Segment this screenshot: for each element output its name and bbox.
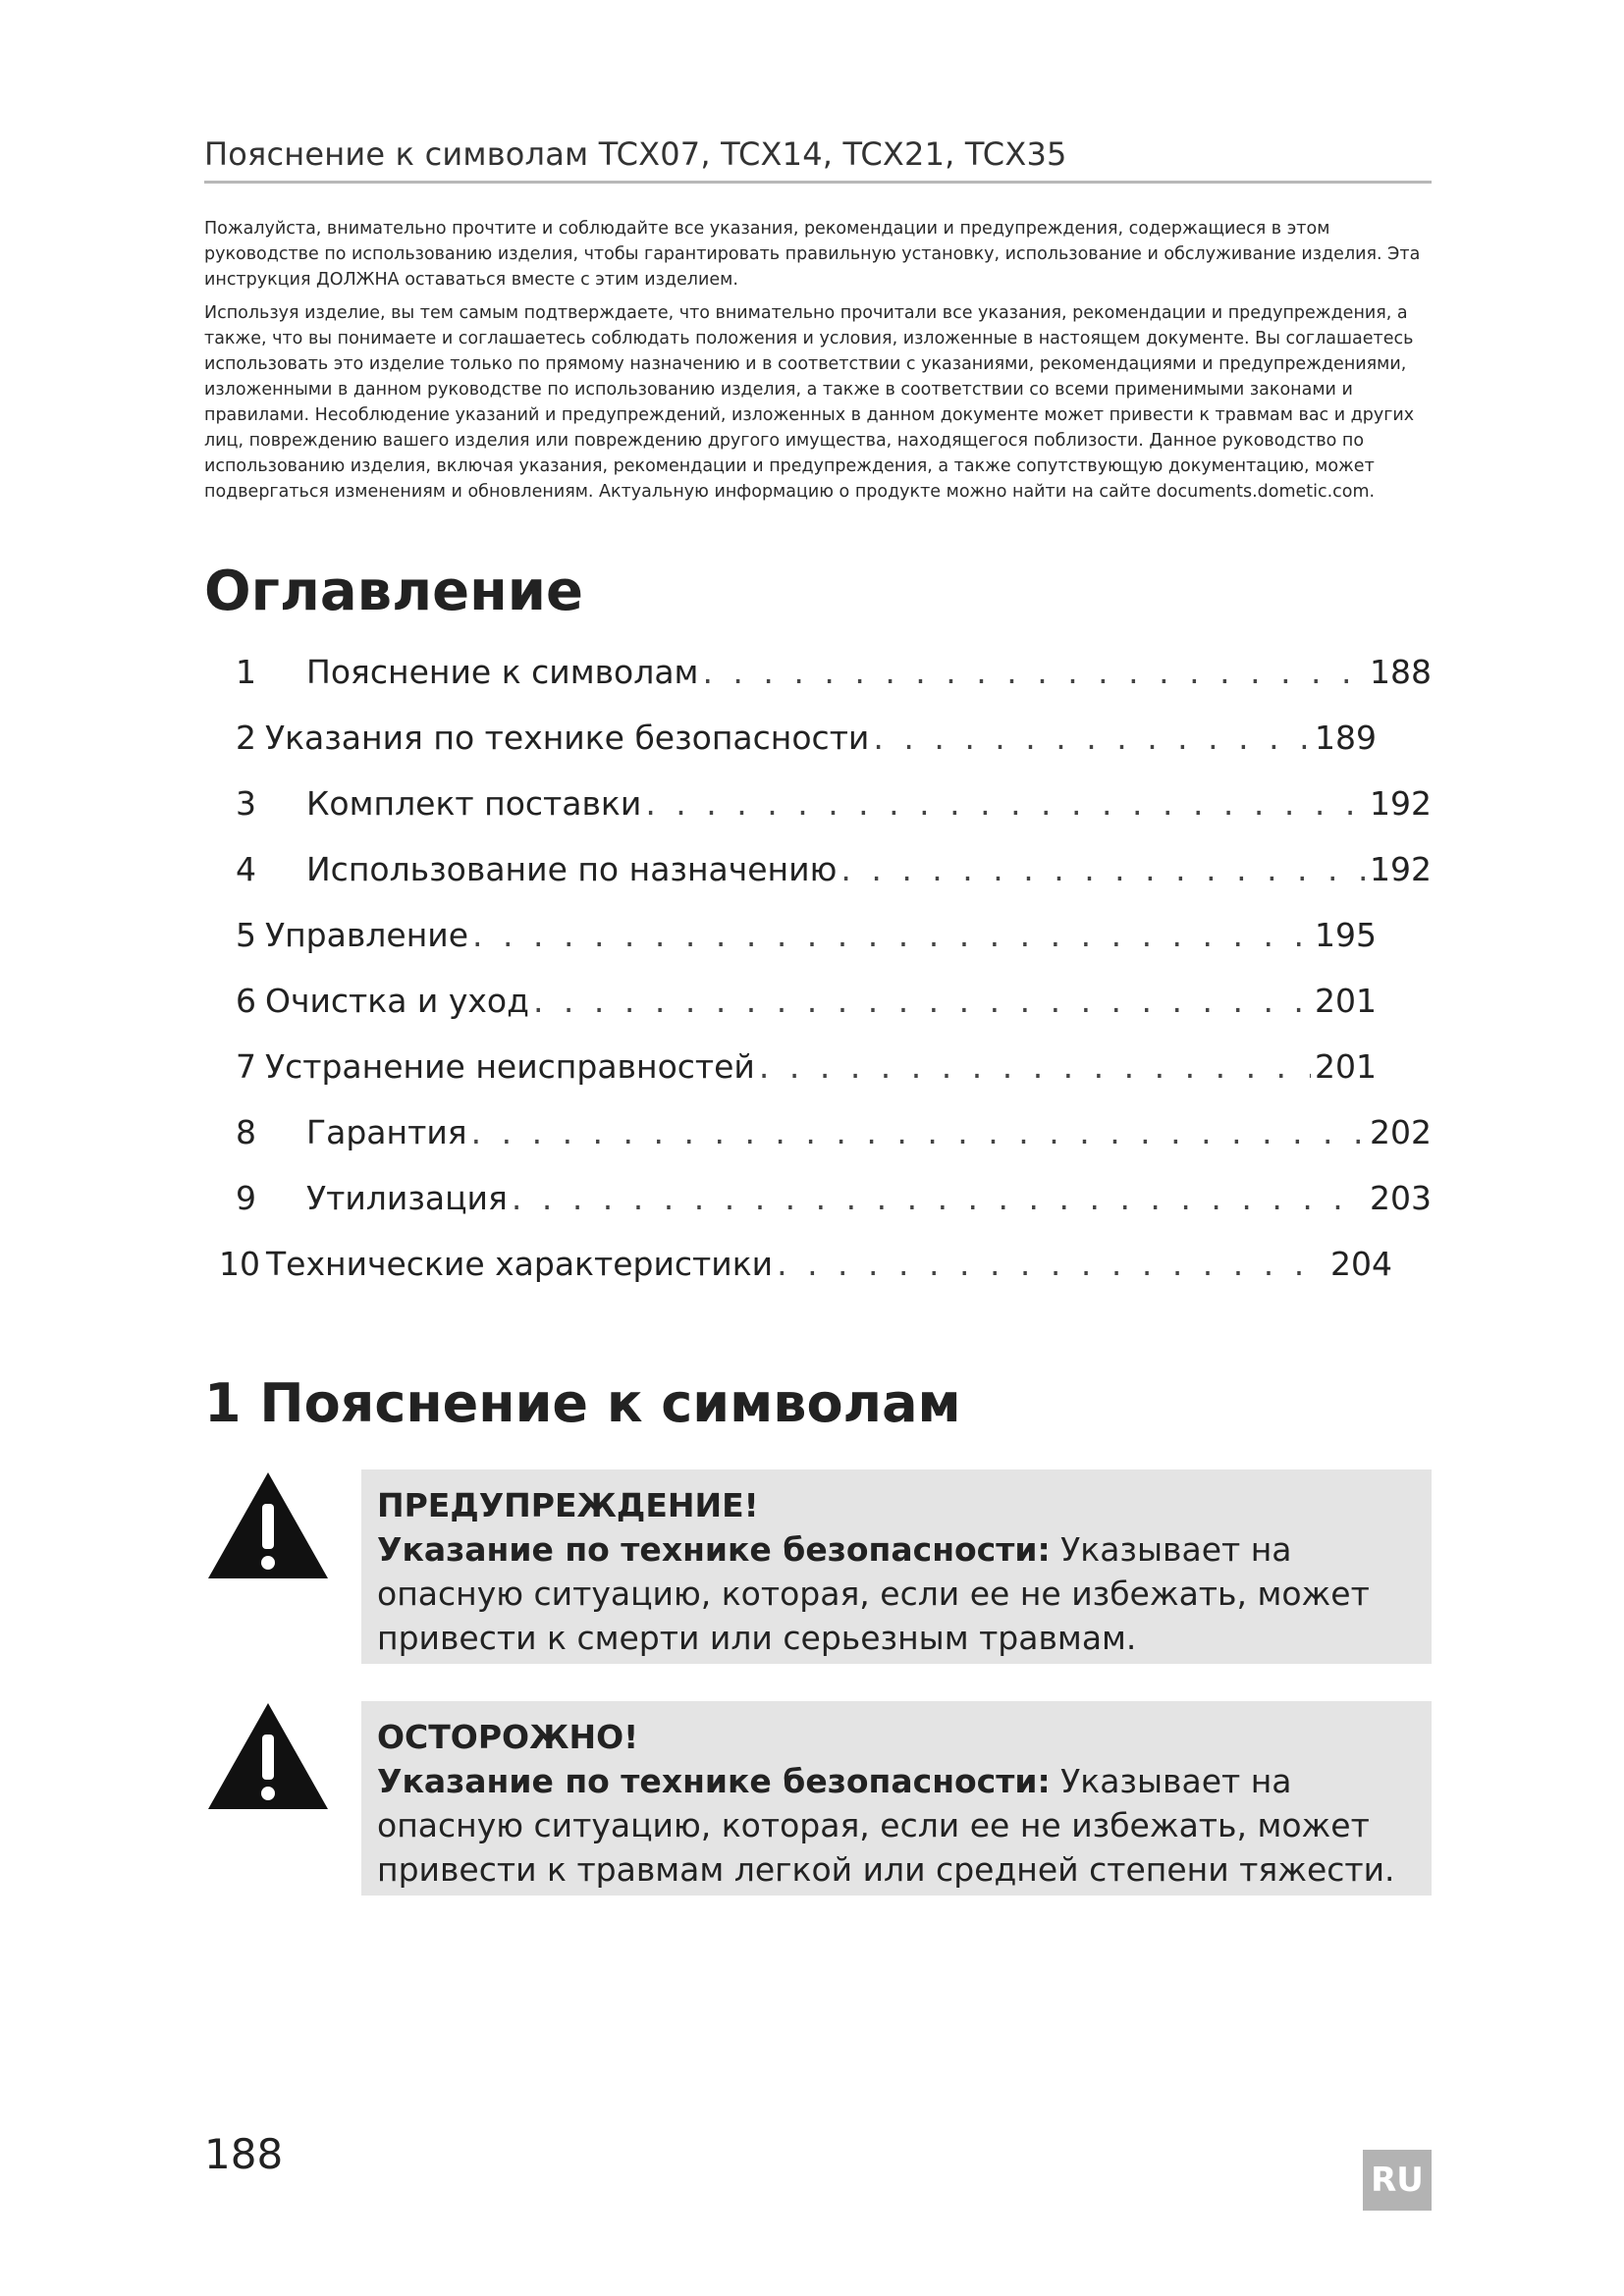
toc-entry[interactable] [236, 1047, 1377, 1096]
toc-entry-page: 192 [1370, 850, 1432, 888]
toc-heading: Оглавление [204, 560, 584, 623]
toc-entry-page: 189 [1315, 719, 1377, 757]
toc-entry[interactable] [236, 1113, 1432, 1162]
warning-triangle-icon [204, 1468, 332, 1582]
toc-entry-page: 195 [1315, 916, 1377, 954]
toc-entry-title: Пояснение к символам [306, 653, 699, 691]
page-number: 188 [204, 2130, 284, 2178]
note-label: ОСТОРОЖНО! [377, 1718, 639, 1756]
toc-leader-dots [873, 719, 1311, 757]
toc-entry-number: 7 [236, 1047, 256, 1086]
toc-entry[interactable] [236, 916, 1377, 965]
toc-entry[interactable] [236, 1179, 1432, 1228]
toc-entry-page: 203 [1370, 1179, 1432, 1217]
note-lead: Указание по технике безопасности: [377, 1762, 1051, 1800]
manual-page [204, 0, 1432, 2296]
section-heading: 1 Пояснение к символам [204, 1372, 961, 1434]
toc-entry-title: Комплект поставки [306, 784, 642, 823]
toc-entry-page: 201 [1315, 982, 1377, 1020]
toc-leader-dots [840, 850, 1366, 888]
caution-note [361, 1701, 1432, 1896]
note-text: Указывает на опасную ситуацию, которая, если ее не избежать, может привести к травмам легкой или средней степени тяжести. [377, 1762, 1395, 1889]
toc-leader-dots [471, 1113, 1366, 1151]
toc-entry[interactable] [236, 719, 1377, 768]
running-header: Пояснение к символам TCX07, TCX14, TCX21, TCX35 [204, 135, 1432, 184]
note-text: Указывает на опасную ситуацию, которая, если ее не избежать, может привести к смерти или серьезным травмам. [377, 1530, 1370, 1657]
toc-entry-title: Управление [265, 916, 469, 954]
toc-entry[interactable] [236, 784, 1432, 833]
toc-entry[interactable] [236, 653, 1432, 702]
toc-entry[interactable] [236, 850, 1432, 899]
toc-entry-number: 3 [236, 784, 256, 823]
warning-triangle-icon [204, 1699, 332, 1813]
toc-entry-number: 5 [236, 916, 256, 954]
warning-note [361, 1469, 1432, 1664]
intro-text [204, 216, 1432, 512]
toc-leader-dots [472, 916, 1311, 954]
note-lead: Указание по технике безопасности: [377, 1530, 1051, 1569]
toc-entry[interactable] [236, 982, 1377, 1031]
toc-leader-dots [645, 784, 1366, 823]
toc-entry-page: 202 [1370, 1113, 1432, 1151]
toc-entry-title: Указания по технике безопасности [265, 719, 870, 757]
toc-entry-title: Использование по назначению [306, 850, 838, 888]
toc-leader-dots [759, 1047, 1311, 1086]
toc-entry-number: 6 [236, 982, 256, 1020]
toc-entry-number: 8 [236, 1113, 256, 1151]
note-label: ПРЕДУПРЕЖДЕНИЕ! [377, 1486, 759, 1524]
toc-leader-dots [702, 653, 1366, 691]
toc-entry-page: 192 [1370, 784, 1432, 823]
toc-entry[interactable] [219, 1245, 1392, 1294]
language-badge: RU [1363, 2150, 1432, 2211]
toc-leader-dots [533, 982, 1311, 1020]
toc-entry-page: 204 [1330, 1245, 1392, 1283]
toc-leader-dots [512, 1179, 1366, 1217]
toc-entry-title: Утилизация [306, 1179, 508, 1217]
toc-entry-title: Очистка и уход [265, 982, 529, 1020]
toc-entry-number: 1 [236, 653, 256, 691]
toc-entry-page: 201 [1315, 1047, 1377, 1086]
toc-entry-number: 2 [236, 719, 256, 757]
intro-paragraph-1: Пожалуйста, внимательно прочтите и соблюдайте все указания, рекомендации и предупреждения, содержащиеся в этом руководстве по использованию изделия, чтобы гарантировать правильную установку, использование и обслуживание изделия. Эта инструкция ДОЛЖНА оставаться вместе с этим изделием. [204, 219, 1421, 290]
toc-entry-number: 10 [219, 1245, 260, 1283]
toc-leader-dots [777, 1245, 1326, 1283]
toc-entry-number: 9 [236, 1179, 256, 1217]
toc-entry-title: Гарантия [306, 1113, 467, 1151]
intro-paragraph-2: Используя изделие, вы тем самым подтверждаете, что внимательно прочитали все указания, рекомендации и предупреждения, а также, что вы понимаете и соглашаетесь соблюдать положения и условия, изложенные в настоящем документе. Вы соглашаетесь использовать это изделие только по прямому назначению и в соответствии с указаниями, рекомендациями и предупреждениями, изложенными в данном руководстве по использованию изделия, а также в соответствии со всеми применимыми законами и правилами. Несоблюдение указаний и предупреждений, изложенных в данном документе может привести к травмам вас и других лиц, повреждению вашего изделия или повреждению другого имущества, находящегося поблизости. Данное руководство по использованию изделия, включая указания, рекомендации и предупреждения, а также сопутствующую документацию, может подвергаться изменениям и обновлениям. Актуальную информацию о продукте можно найти на сайте documents.dometic.com. [204, 303, 1415, 502]
toc-entry-number: 4 [236, 850, 256, 888]
toc-entry-title: Устранение неисправностей [265, 1047, 755, 1086]
toc-entry-page: 188 [1370, 653, 1432, 691]
toc-entry-title: Технические характеристики [266, 1245, 774, 1283]
